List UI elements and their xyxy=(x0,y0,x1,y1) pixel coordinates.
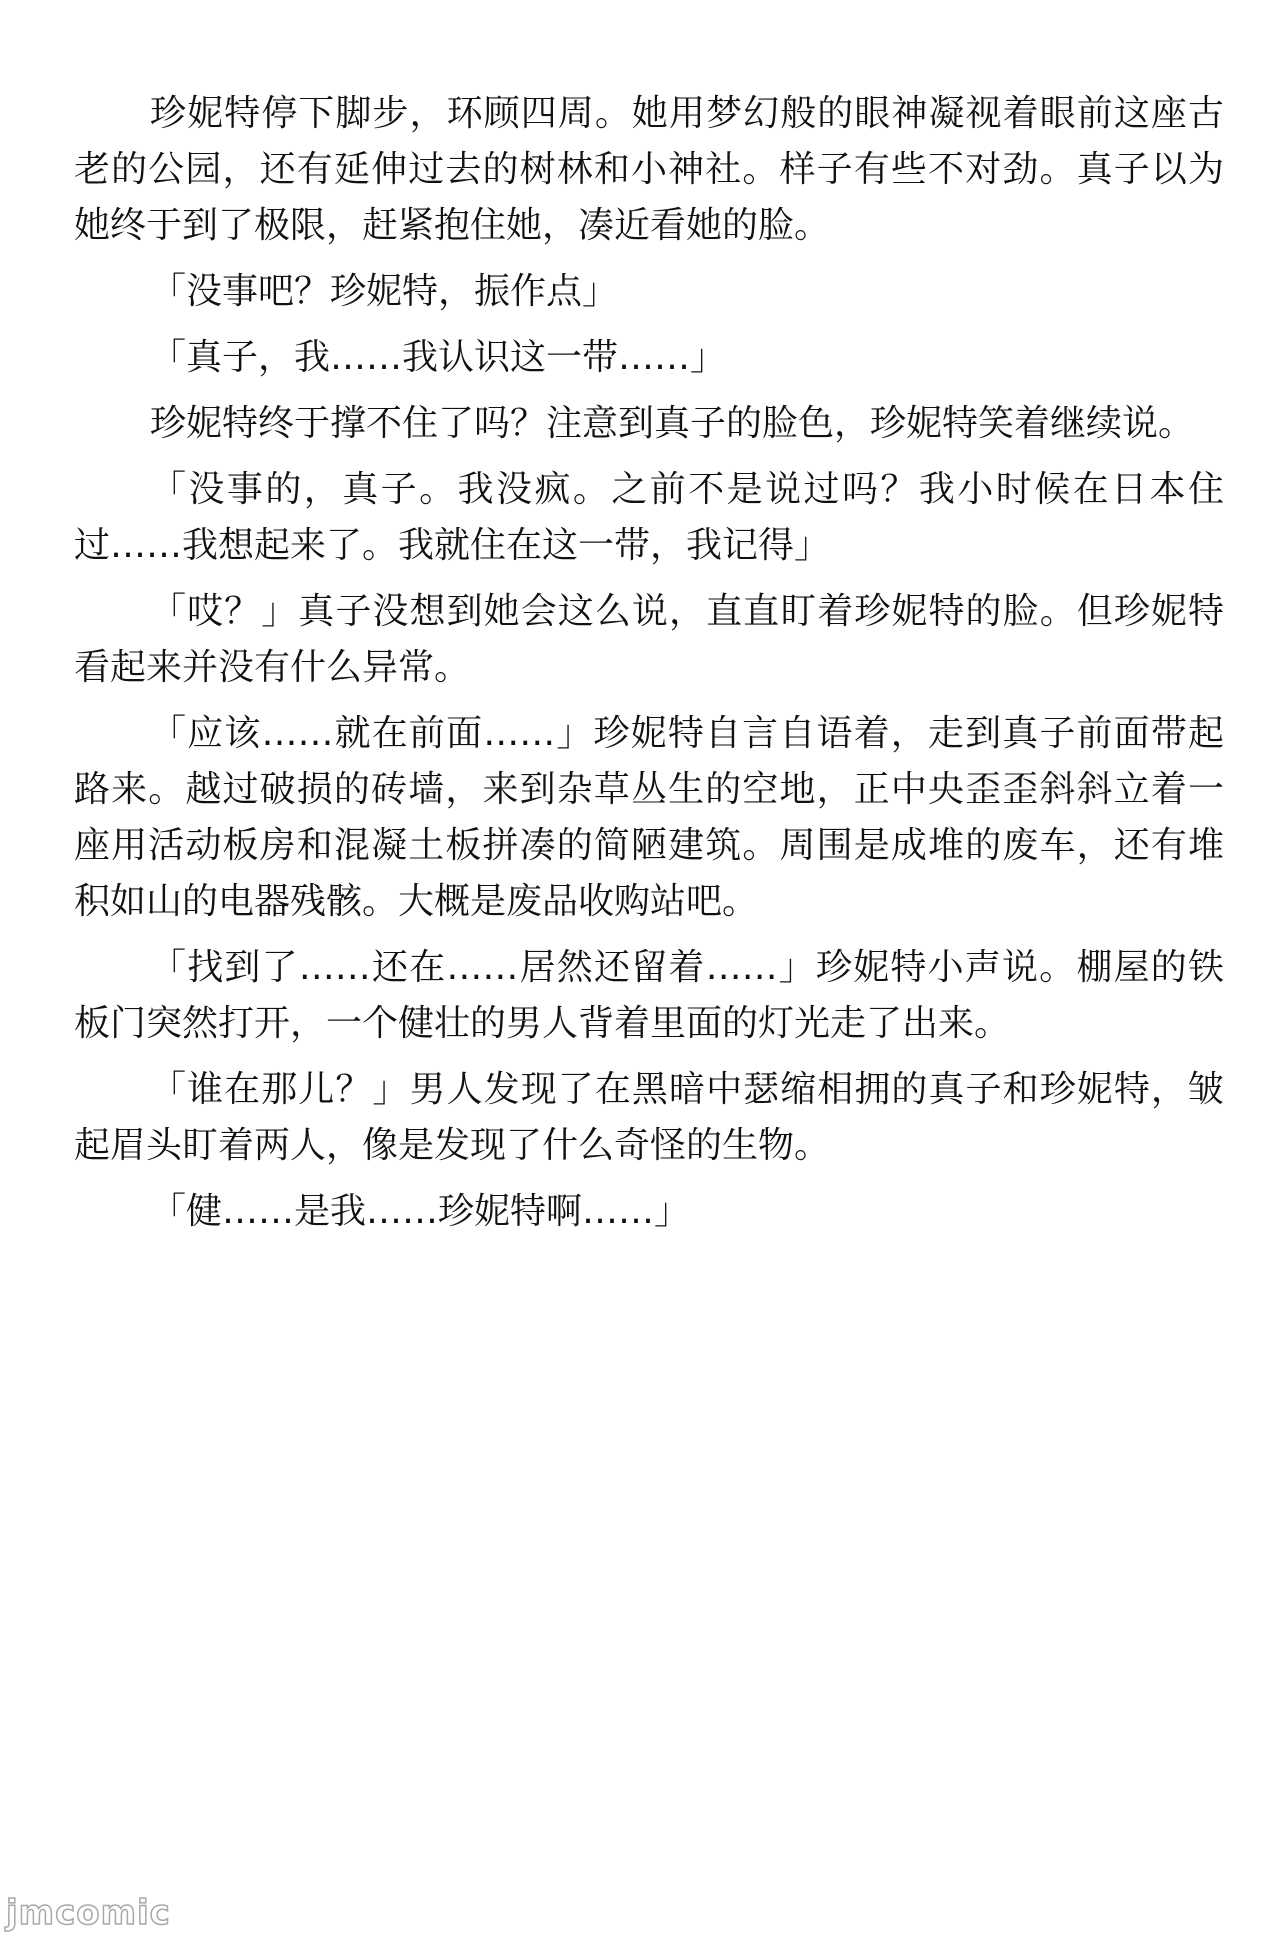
paragraph-4: 珍妮特终于撑不住了吗？注意到真子的脸色，珍妮特笑着继续说。 xyxy=(150,403,1195,444)
paragraph-5: 「没事的，真子。我没疯。之前不是说过吗？我小时候在日本住过……我想起来了。我就住在这一带，我记得」 xyxy=(74,469,1224,566)
paragraph-8: 「找到了……还在……居然还留着……」珍妮特小声说。棚屋的铁板门突然打开，一个健壮的男人背着里面的灯光走了出来。 xyxy=(74,947,1224,1044)
text-page xyxy=(74,86,1224,1250)
watermark-logo: jmcomic xyxy=(6,1893,171,1933)
paragraph-6: 「哎？」真子没想到她会这么说，直直盯着珍妮特的脸。但珍妮特看起来并没有什么异常。 xyxy=(74,591,1224,688)
paragraph-9: 「谁在那儿？」男人发现了在黑暗中瑟缩相拥的真子和珍妮特，皱起眉头盯着两人，像是发现了什么奇怪的生物。 xyxy=(74,1069,1224,1166)
paragraph-10: 「健……是我……珍妮特啊……」 xyxy=(150,1191,691,1232)
paragraph-7: 「应该……就在前面……」珍妮特自言自语着，走到真子前面带起路来。越过破损的砖墙，来到杂草丛生的空地，正中央歪歪斜斜立着一座用活动板房和混凝土板拼凑的简陋建筑。周围是成堆的废车，还有堆积如山的电器残骸。大概是废品收购站吧。 xyxy=(74,713,1224,922)
paragraph-2: 「没事吧？珍妮特，振作点」 xyxy=(150,271,619,312)
paragraph-3: 「真子，我……我认识这一带……」 xyxy=(150,337,727,378)
paragraph-1: 珍妮特停下脚步，环顾四周。她用梦幻般的眼神凝视着眼前这座古老的公园，还有延伸过去的树林和小神社。样子有些不对劲。真子以为她终于到了极限，赶紧抱住她，凑近看她的脸。 xyxy=(74,93,1224,246)
